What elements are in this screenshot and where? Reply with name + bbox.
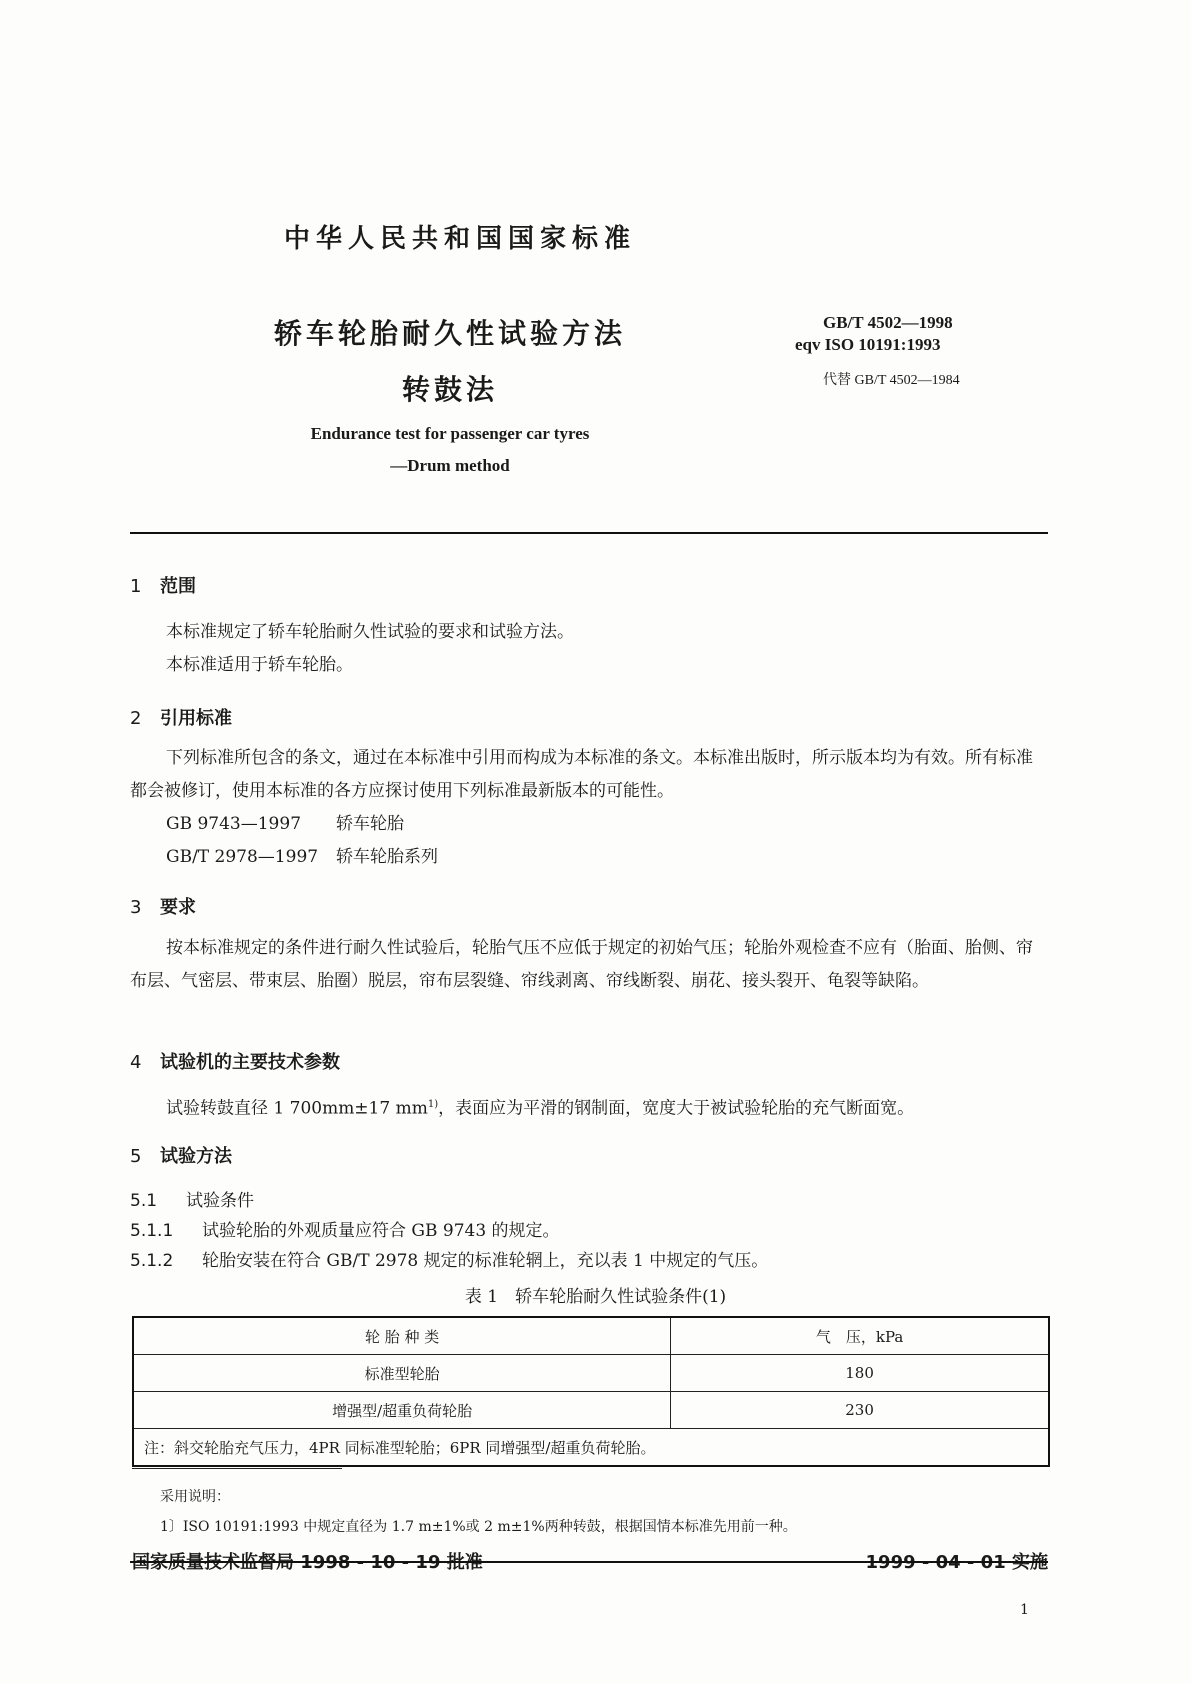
section-title: 要求	[160, 897, 196, 918]
replaces-standard: 代替 GB/T 4502—1984	[823, 373, 960, 388]
subsection-text: 试验条件	[186, 1191, 254, 1211]
drum-surface-text: ，表面应为平滑的钢制面，宽度大于被试验轮胎的充气断面宽。	[438, 1098, 915, 1119]
standard-number-block	[795, 312, 960, 392]
footnote-mark: 1)	[427, 1099, 439, 1110]
tyre-type-cell: 标准型轮胎	[133, 1355, 671, 1392]
reference-code: GB 9743—1997	[166, 814, 302, 834]
document-title-en	[200, 418, 700, 482]
section-4-heading	[130, 1048, 340, 1074]
section-number: 1	[130, 576, 142, 597]
section-3-heading	[130, 893, 196, 919]
approval-date: 国家质量技术监督局 1998 - 10 - 19 批准	[132, 1552, 483, 1573]
adoption-note-label: 采用说明：	[160, 1489, 230, 1505]
standard-number: GB/T 4502—1998	[823, 313, 953, 332]
title-en-line1: Endurance test for passenger car tyres	[310, 424, 590, 443]
section-title: 引用标准	[160, 708, 232, 729]
tyre-type-cell: 增强型/超重负荷轮胎	[133, 1392, 671, 1429]
section-1-heading	[130, 572, 196, 598]
subsection-number: 5.1.2	[130, 1251, 174, 1271]
subsection-number: 5.1	[130, 1191, 158, 1211]
adoption-note	[160, 1482, 797, 1542]
subsection-5-1-2	[130, 1246, 768, 1276]
table-1-caption: 表 1 轿车轮胎耐久性试验条件(1)	[464, 1287, 727, 1307]
section-number: 2	[130, 708, 142, 729]
section-1-para-2: 本标准适用于轿车轮胎。	[166, 655, 353, 675]
equivalent-standard: ISO 10191:1993	[824, 335, 941, 354]
subsection-5-1	[130, 1186, 254, 1216]
table-note: 注：斜交轮胎充气压力，4PR 同标准型轮胎；6PR 同增强型/超重负荷轮胎。	[133, 1429, 1049, 1467]
section-number: 3	[130, 897, 142, 918]
section-title: 范围	[160, 576, 196, 597]
table-header-row	[133, 1317, 1049, 1355]
subsection-text: 试验轮胎的外观质量应符合 GB 9743 的规定。	[202, 1221, 560, 1241]
section-title: 试验机的主要技术参数	[160, 1052, 340, 1073]
adoption-note-text: 1〕ISO 10191:1993 中规定直径为 1.7 m±1%或 2 m±1%两种转鼓，根据国情本标准先用前一种。	[160, 1519, 797, 1535]
section-3-para-1: 按本标准规定的条件进行耐久性试验后，轮胎气压不应低于规定的初始气压；轮胎外观检查不应有（胎面、胎侧、帘布层、气密层、带束层、胎圈）脱层，帘布层裂缝、帘线剥离、帘线断裂、崩花、接头裂开、龟裂等缺陷。	[130, 938, 1033, 991]
subsection-number: 5.1.1	[130, 1221, 174, 1241]
drum-diameter-text: 试验转鼓直径 1 700mm±17 mm	[166, 1098, 428, 1119]
footnote-divider	[132, 1468, 342, 1469]
title-cn-line2: 转鼓法	[401, 373, 498, 406]
reference-name: 轿车轮胎系列	[336, 847, 438, 867]
footer-divider	[130, 1561, 1048, 1563]
page-number: 1	[1020, 1602, 1029, 1618]
section-number: 4	[130, 1052, 142, 1073]
section-5-heading	[130, 1142, 232, 1168]
section-2-para-1: 下列标准所包含的条文，通过在本标准中引用而构成为本标准的条文。本标准出版时，所示版本均为有效。所有标准都会被修订，使用本标准的各方应探讨使用下列标准最新版本的可能性。	[130, 748, 1033, 801]
implementation-date: 1999 - 04 - 01 实施	[865, 1552, 1048, 1573]
eqv-prefix: eqv	[795, 335, 821, 354]
reference-code: GB/T 2978—1997	[166, 847, 319, 867]
header-divider	[130, 532, 1048, 534]
subsection-text: 轮胎安装在符合 GB/T 2978 规定的标准轮辋上，充以表 1 中规定的气压。	[202, 1251, 769, 1271]
document-title-cn	[200, 306, 700, 418]
reference-item	[166, 841, 438, 874]
table-1	[132, 1316, 1050, 1467]
pressure-cell: 230	[671, 1392, 1049, 1429]
section-2-heading	[130, 704, 232, 730]
title-en-line2: —Drum method	[390, 456, 510, 475]
title-cn-line1: 轿车轮胎耐久性试验方法	[273, 317, 626, 350]
table-row	[133, 1392, 1049, 1429]
reference-name: 轿车轮胎	[336, 814, 404, 834]
issuing-body-title: 中华人民共和国国家标准	[283, 224, 636, 254]
table-header-cell: 气 压，kPa	[671, 1317, 1049, 1355]
section-number: 5	[130, 1146, 142, 1167]
subsection-5-1-1	[130, 1216, 560, 1246]
section-4-para-1	[166, 1088, 1056, 1126]
table-row	[133, 1355, 1049, 1392]
reference-item	[166, 808, 404, 841]
table-header-cell: 轮 胎 种 类	[133, 1317, 671, 1355]
table-note-row	[133, 1429, 1049, 1467]
section-1-para-1: 本标准规定了轿车轮胎耐久性试验的要求和试验方法。	[166, 622, 574, 642]
pressure-cell: 180	[671, 1355, 1049, 1392]
section-title: 试验方法	[160, 1146, 232, 1167]
